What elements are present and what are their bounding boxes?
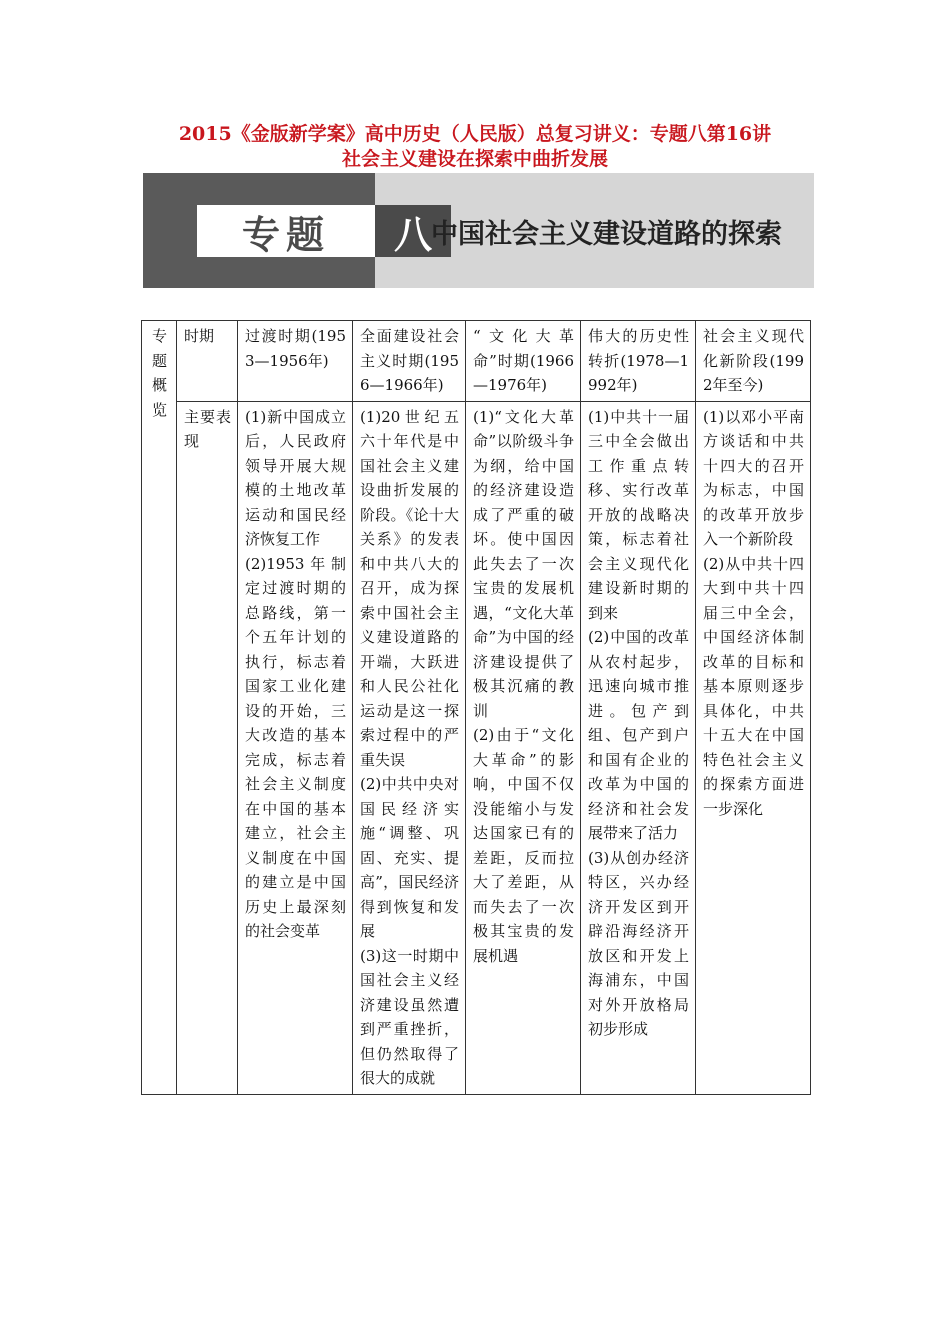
detail-5-item-2: (2)从中共十四大到中共十四届三中全会，中国经济体制改革的目标和基本原则逐步具体化，中共十五大在中国特色社会主义的探索方面进一步深化 <box>703 554 804 818</box>
topic-banner <box>143 173 814 288</box>
detail-1-item-1: (1)新中国成立后，人民政府领导开展大规模的土地改革运动和国民经济恢复工作 <box>245 407 346 548</box>
table-cell-detail-4 <box>581 401 696 1094</box>
period-1: 过渡时期(1953—1956年) <box>245 327 346 370</box>
overview-table <box>141 320 811 1095</box>
banner-topic-number: 八 <box>375 205 451 257</box>
period-2: 全面建设社会主义时期(1956—1966年) <box>360 327 459 394</box>
banner-topic-label: 专题 <box>241 212 330 257</box>
detail-2-item-1: (1)20世纪五六十年代是中国社会主义建设曲折发展的阶段。《论十大关系》的发表和中共八大的召开，成为探索中国社会主义建设道路的开端，大跃进和人民公社化运动是这一探索过程中的严重失误 <box>360 407 459 769</box>
table-cell-period-label <box>177 321 238 402</box>
document-title <box>100 122 850 172</box>
table-cell-period-5 <box>696 321 811 402</box>
table-cell-period-4 <box>581 321 696 402</box>
table-cell-period-1 <box>238 321 353 402</box>
table-row-periods <box>142 321 811 402</box>
document-title-line-2: 社会主义建设在探索中曲折发展 <box>341 148 608 170</box>
detail-1-item-2: (2)1953年制定过渡时期的总路线，第一个五年计划的执行，标志着国家工业化建设的开始，三大改造的基本完成，标志着社会主义制度在中国的基本建立，社会主义制度在中国的建立是中国历史上最深刻的社会变革 <box>245 554 346 940</box>
table-cell-main-label <box>177 401 238 1094</box>
table-row-details <box>142 401 811 1094</box>
period-label: 时期 <box>184 327 215 345</box>
document-title-line-1: 2015《金版新学案》高中历史（人民版）总复习讲义：专题八第16讲 <box>178 123 772 145</box>
table-side-label-cell <box>142 321 177 1095</box>
period-4: 伟大的历史性转折(1978—1992年) <box>588 327 689 394</box>
detail-4-item-3: (3)从创办经济特区，兴办经济开发区到开辟沿海经济开放区和开发上海浦东，中国对外开放格局初步形成 <box>588 848 689 1038</box>
period-3: “文化大革命”时期(1966—1976年) <box>473 327 574 394</box>
table-cell-detail-1 <box>238 401 353 1094</box>
table-cell-detail-2 <box>353 401 466 1094</box>
detail-3-item-2: (2)由于“文化大革命”的影响，中国不仅没能缩小与发达国家已有的差距，反而拉大了差距，从而失去了一次极其宝贵的发展机遇 <box>473 726 574 965</box>
table-cell-period-3 <box>466 321 581 402</box>
table-cell-detail-3 <box>466 401 581 1094</box>
table-cell-detail-5 <box>696 401 811 1094</box>
detail-2-item-2: (2)中共中央对国民经济实施“调整、巩固、充实、提高”，国民经济得到恢复和发展 <box>360 775 459 940</box>
table-side-label: 专题概览 <box>152 327 168 419</box>
detail-5-item-1: (1)以邓小平南方谈话和中共十四大的召开为标志，中国的改革开放步入一个新阶段 <box>703 407 804 548</box>
banner-topic-subject: 中国社会主义建设道路的探索 <box>431 218 782 250</box>
detail-2-item-3: (3)这一时期中国社会主义经济建设虽然遭到严重挫折，但仍然取得了很大的成就 <box>360 946 459 1087</box>
main-label: 主要表现 <box>184 407 231 450</box>
detail-3-item-1: (1)“文化大革命”以阶级斗争为纲，给中国的经济建设造成了严重的破坏。使中国因此失去了一次宝贵的发展机遇，“文化大革命”为中国的经济建设提供了极其沉痛的教训 <box>473 407 574 720</box>
detail-4-item-2: (2)中国的改革从农村起步，迅速向城市推进。包产到组、包产到户和国有企业的改革为中国的经济和社会发展带来了活力 <box>588 628 689 842</box>
table-cell-period-2 <box>353 321 466 402</box>
period-5: 社会主义现代化新阶段(1992年至今) <box>703 327 804 394</box>
detail-4-item-1: (1)中共十一届三中全会做出工作重点转移、实行改革开放的战略决策，标志着社会主义现代化建设新时期的到来 <box>588 407 689 622</box>
